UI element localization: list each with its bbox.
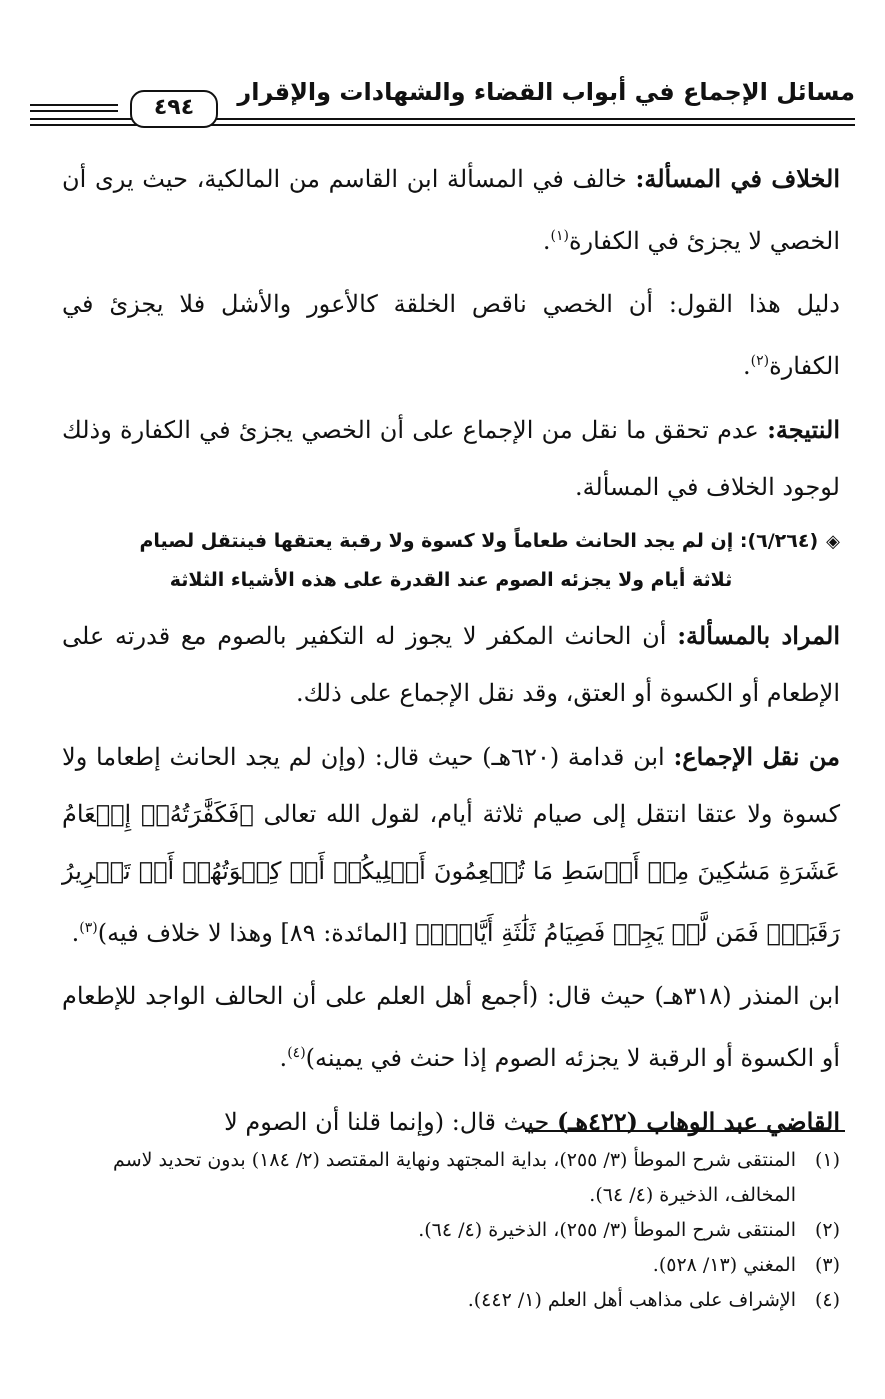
- page-number: ٤٩٤: [130, 90, 218, 128]
- issue-line-1: (٦/٢٦٤): إن لم يجد الحانث طعاماً ولا كسوة ولا رقبة يعتقها فينتقل لصيام: [139, 530, 819, 552]
- paragraph-text: خالف في المسألة ابن القاسم من المالكية، حيث يرى أن الخصي لا يجزئ في الكفارة: [62, 165, 840, 255]
- running-title: مسائل الإجماع في أبواب القضاء والشهادات والإقرار: [237, 78, 855, 106]
- page-header: [30, 78, 855, 138]
- paragraph: [62, 150, 840, 270]
- footnote-text: الإشراف على مذاهب أهل العلم (١/ ٤٤٢).: [467, 1289, 796, 1311]
- diamond-icon: ◈: [826, 531, 840, 552]
- footnote-text: المنتقى شرح الموطأ (٣/ ٢٥٥)، الذخيرة (٤/ ٦٤).: [418, 1219, 796, 1241]
- paragraph-tail: .: [71, 919, 80, 947]
- paragraph-text: ابن المنذر (٣١٨هـ) حيث قال: (أجمع أهل العلم على أن الحالف الواجد للإطعام أو الكسوة أو الرقبة لا يجزئه الصوم إذا حنث في يمينه): [62, 982, 840, 1072]
- footnote-text: المنتقى شرح الموطأ (٣/ ٢٥٥)، بداية المجتهد ونهاية المقتصد (٢/ ١٨٤) بدون تحديد لاسم المخالف، الذخيرة (٤/ ٦٤).: [113, 1149, 796, 1206]
- paragraph-lead: الخلاف في المسألة:: [635, 164, 840, 193]
- footnote-separator: [525, 1130, 845, 1132]
- footnote: [62, 1283, 840, 1318]
- header-rule: [30, 110, 118, 112]
- paragraph: [62, 968, 840, 1087]
- paragraph-text: أن الحانث المكفر لا يجوز له التكفير بالصوم مع قدرته على الإطعام أو الكسوة أو العتق، وقد نقل الإجماع على ذلك.: [62, 622, 840, 707]
- footnote-ref: (١): [550, 228, 569, 244]
- issue-heading: [62, 522, 840, 599]
- paragraph-text: ابن قدامة (٦٢٠هـ) حيث قال: (وإن لم يجد الحانث إطعاما ولا كسوة ولا عتقا انتقل إلى صيام ثلاثة أيام، لقول الله تعالى ﴿فَكَفَّٰرَتُهُۥٓ إِطۡعَامُ عَشَرَةِ مَسَٰكِينَ مِنۡ أَوۡسَطِ مَا تُطۡعِمُونَ أَهۡلِيكُمۡ أَوۡ كِسۡوَتُهُمۡ أَوۡ تَحۡرِيرُ رَقَبَةٖۖ فَمَن لَّمۡ يَجِدۡ فَصِيَامُ ثَلَٰثَةِ أَيَّامٖۚ﴾ [المائدة: ٨٩] وهذا لا خلاف فيه): [62, 743, 840, 947]
- footnote-number: (١): [814, 1149, 840, 1171]
- footnote-text: المغني (١٣/ ٥٢٨).: [652, 1254, 796, 1276]
- footnote-number: (٢): [814, 1219, 840, 1241]
- footnote-number: (٣): [814, 1254, 840, 1276]
- paragraph-text: عدم تحقق ما نقل من الإجماع على أن الخصي يجزئ في الكفارة وذلك لوجود الخلاف في المسألة.: [62, 416, 840, 501]
- page-body: [62, 150, 840, 1157]
- footnote-number: (٤): [814, 1289, 840, 1311]
- footnote-ref: (٣): [79, 920, 98, 936]
- footnote: [62, 1248, 840, 1283]
- paragraph-tail: .: [279, 1044, 288, 1072]
- footnote: [62, 1213, 840, 1248]
- footnote: [62, 1143, 840, 1213]
- paragraph: [62, 401, 840, 516]
- paragraph: [62, 728, 840, 962]
- paragraph-lead: من نقل الإجماع:: [673, 742, 841, 771]
- paragraph: [62, 276, 840, 395]
- paragraph-tail: .: [743, 352, 751, 380]
- header-rule: [30, 104, 118, 106]
- paragraph-lead: القاضي عبد الوهاب (٤٢٢هـ): [556, 1107, 840, 1136]
- paragraph-lead: النتيجة:: [767, 415, 840, 444]
- paragraph-text: دليل هذا القول: أن الخصي ناقص الخلقة كالأعور والأشل فلا يجزئ في الكفارة: [62, 290, 840, 380]
- paragraph-lead: المراد بالمسألة:: [677, 621, 841, 650]
- footnote-ref: (٤): [287, 1045, 306, 1061]
- paragraph-tail: .: [542, 227, 551, 255]
- paragraph: [62, 607, 840, 722]
- footnotes: [62, 1143, 840, 1318]
- footnote-ref: (٢): [750, 353, 770, 369]
- issue-line-2: ثلاثة أيام ولا يجزئه الصوم عند القدرة على هذه الأشياء الثلاثة: [169, 569, 733, 591]
- paragraph-text: حيث قال: (وإنما قلنا أن الصوم لا: [224, 1108, 557, 1136]
